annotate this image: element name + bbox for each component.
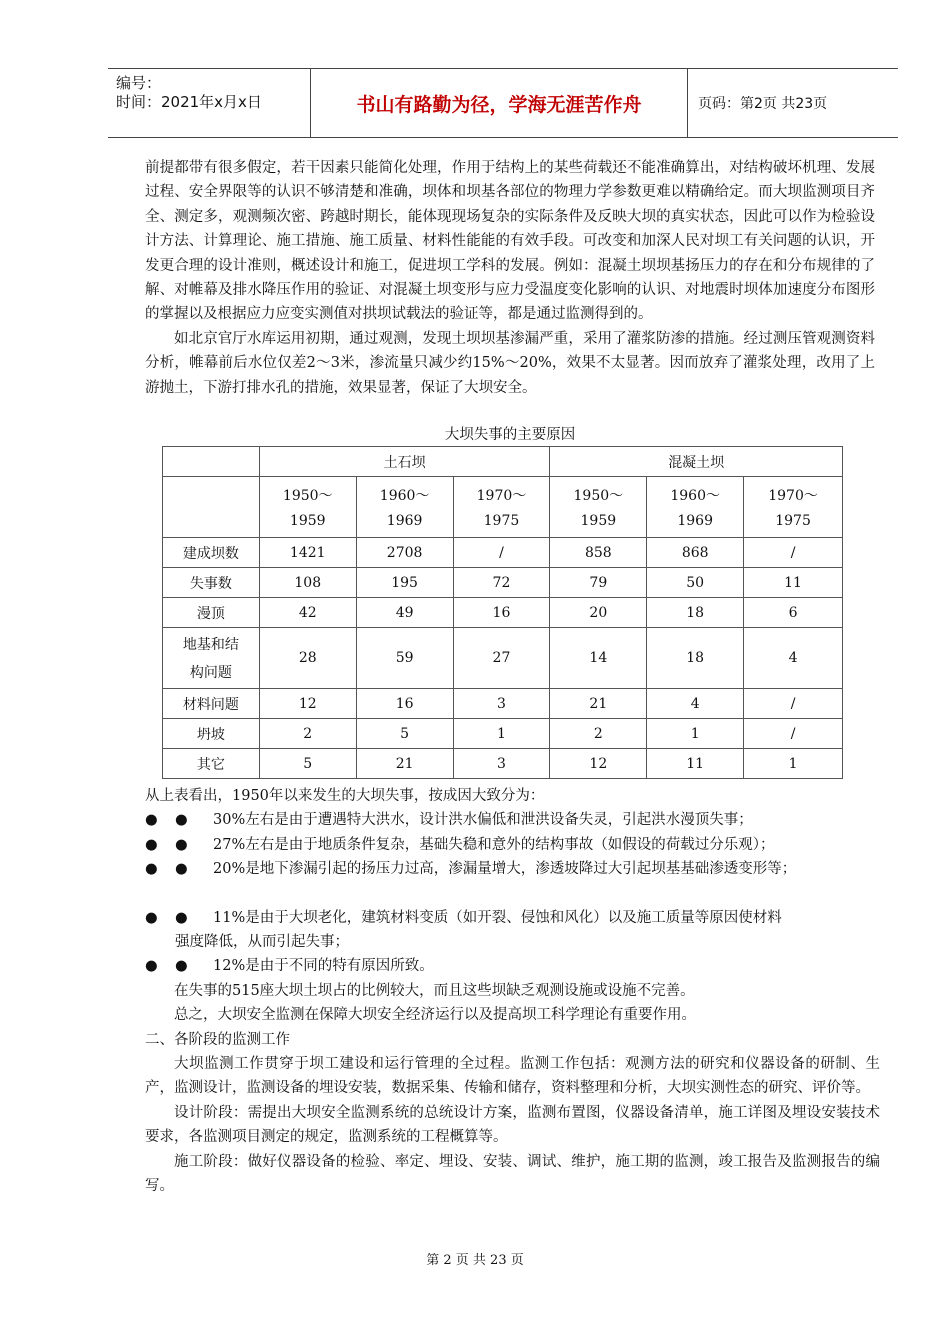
table-row xyxy=(163,598,843,628)
header-page-info: 页码：第2页 共23页 xyxy=(698,96,828,112)
row-label: 其它 xyxy=(163,749,260,779)
table-cell: 50 xyxy=(647,568,744,598)
table-cell: 868 xyxy=(647,538,744,568)
table-cell: 108 xyxy=(259,568,356,598)
section-heading: 二、各阶段的监测工作 xyxy=(145,1031,290,1048)
table-cell: 3 xyxy=(453,749,550,779)
period-header: 1970～ 1975 xyxy=(453,477,550,538)
bullet-dot: ● xyxy=(175,812,188,829)
paragraph: 如北京官厅水库运用初期，通过观测，发现土坝坝基渗漏严重，采用了灌浆防渗的措施。经过测压管观测资料分析，帷幕前后水位仅差2～3米，渗流量只减少约15%～20%，效果不太显著。因而放弃了灌浆处理，改用了上游抛土，下游打排水孔的措施，效果显著，保证了大坝安全。 xyxy=(145,330,875,396)
group-header-concrete: 混凝土坝 xyxy=(550,447,843,477)
table-cell: 72 xyxy=(453,568,550,598)
table-cell: 858 xyxy=(550,538,647,568)
table-cell: 3 xyxy=(453,689,550,719)
period-header: 1960～ 1969 xyxy=(356,477,453,538)
table-cell: / xyxy=(744,689,843,719)
table-cell: 11 xyxy=(744,568,843,598)
table-cell: 2 xyxy=(550,719,647,749)
paragraph: 前提都带有很多假定，若干因素只能简化处理，作用于结构上的某些荷载还不能准确算出，对结构破坏机理、发展过程、安全界限等的认识不够清楚和准确，坝体和坝基各部位的物理力学参数更难以精确给定。而大坝监测项目齐全、测定多，观测频次密、跨越时期长，能体现现场复杂的实际条件及反映大坝的真实状态，因此可以作为检验设计方法、计算理论、施工措施、施工质量、材料性能能的有效手段。可改变和加深人民对坝工有关问题的认识，开发更合理的设计准则，概述设计和施工，促进坝工学科的发展。例如：混凝土坝坝基扬压力的存在和分布规律的了解、对帷幕及排水降压作用的验证、对混凝土坝变形与应力受温度变化影响的认识、对地震时坝体加速度分布图形的掌握以及根据应力应变实测值对拱坝试载法的验证等，都是通过监测得到的。 xyxy=(145,160,875,323)
bullet-dot: ● xyxy=(175,836,188,853)
body-text-top xyxy=(145,156,875,400)
period-header: 1950～ 1959 xyxy=(259,477,356,538)
blank-line xyxy=(145,882,880,906)
table-cell: / xyxy=(744,538,843,568)
table-cell: / xyxy=(744,719,843,749)
table-cell: 20 xyxy=(550,598,647,628)
group-header-earth-rock: 土石坝 xyxy=(259,447,550,477)
table-cell: 4 xyxy=(647,689,744,719)
table-row xyxy=(163,749,843,779)
table-cell: 21 xyxy=(550,689,647,719)
table-cell: 27 xyxy=(453,628,550,689)
period-header: 1970～ 1975 xyxy=(744,477,843,538)
page-footer: 第 2 页 共 23 页 xyxy=(426,1253,524,1268)
paragraph: 施工阶段：做好仪器设备的检验、率定、埋设、安装、调试、维护，施工期的监测，竣工报告及监测报告的编写。 xyxy=(145,1153,880,1195)
table-cell: 2 xyxy=(259,719,356,749)
table-cell: 1 xyxy=(453,719,550,749)
bullet-dot: ● xyxy=(175,909,188,926)
table-caption: 大坝失事的主要原因 xyxy=(444,427,576,443)
table-cell: 6 xyxy=(744,598,843,628)
table-cell: 4 xyxy=(744,628,843,689)
paragraph: 大坝监测工作贯穿于坝工建设和运行管理的全过程。监测工作包括：观测方法的研究和仪器设备的研制、生产，监测设计，监测设备的埋设安装，数据采集、传输和储存，资料整理和分析，大坝实测性态的研究、评价等。 xyxy=(145,1056,880,1097)
table-cell: 42 xyxy=(259,598,356,628)
row-label: 地基和结 构问题 xyxy=(163,628,260,689)
bullet-item: ● ● 11%是由于大坝老化，建筑材料变质（如开裂、侵蚀和风化）以及施工质量等原因使材料 xyxy=(145,906,880,930)
bullet-dot: ● xyxy=(145,812,158,829)
bullet-dot: ● xyxy=(145,909,158,926)
bullet-item: ● ● 12%是由于不同的特有原因所致。 xyxy=(145,954,880,978)
table-cell: 5 xyxy=(259,749,356,779)
table-row xyxy=(163,568,843,598)
table-row xyxy=(163,628,843,689)
dam-failure-table xyxy=(162,446,843,779)
table-empty-cell xyxy=(163,477,260,538)
table-cell: 14 xyxy=(550,628,647,689)
bullet-dot: ● xyxy=(145,861,158,878)
bullet-dot: ● xyxy=(145,958,158,975)
table-corner-cell xyxy=(163,447,260,477)
page-header xyxy=(108,68,898,138)
bullet-dot: ● xyxy=(145,836,158,853)
table-summary: 从上表看出，1950年以来发生的大坝失事，按成因大致分为： xyxy=(145,788,545,804)
bullet-continuation: 强度降低，从而引起失事； xyxy=(175,934,349,951)
table-cell: 5 xyxy=(356,719,453,749)
table-cell: 18 xyxy=(647,598,744,628)
period-header: 1960～ 1969 xyxy=(647,477,744,538)
table-cell: 16 xyxy=(356,689,453,719)
row-label: 建成坝数 xyxy=(163,538,260,568)
table-cell: 49 xyxy=(356,598,453,628)
row-label: 坍坡 xyxy=(163,719,260,749)
table-cell: 21 xyxy=(356,749,453,779)
table-cell: 18 xyxy=(647,628,744,689)
table-cell: 11 xyxy=(647,749,744,779)
table-cell: 59 xyxy=(356,628,453,689)
table-cell: 28 xyxy=(259,628,356,689)
table-cell: 1 xyxy=(647,719,744,749)
table-cell: 1421 xyxy=(259,538,356,568)
table-cell: 195 xyxy=(356,568,453,598)
table-cell: 12 xyxy=(259,689,356,719)
paragraph: 在失事的515座大坝土坝占的比例较大，而且这些坝缺乏观测设施或设施不完善。 xyxy=(174,982,695,999)
doc-time: 时间：2021年x月x日 xyxy=(116,93,262,111)
table-row xyxy=(163,719,843,749)
header-meta xyxy=(108,69,311,137)
bullet-item: ● ● 27%左右是由于地质条件复杂，基础失稳和意外的结构事故（如假设的荷载过分乐观）； xyxy=(145,833,880,857)
table-row xyxy=(163,538,843,568)
table-cell: 2708 xyxy=(356,538,453,568)
period-header: 1950～ 1959 xyxy=(550,477,647,538)
doc-number: 编号： xyxy=(116,74,162,92)
bullet-item: ● ● 20%是地下渗漏引起的扬压力过高，渗漏量增大，渗透坡降过大引起坝基基础渗透变形等； xyxy=(145,857,880,881)
header-motto: 书山有路勤为径，学海无涯苦作舟 xyxy=(311,69,688,137)
bullet-item: ● ● 30%左右是由于遭遇特大洪水，设计洪水偏低和泄洪设备失灵，引起洪水漫顶失事； xyxy=(145,808,880,832)
table-row xyxy=(163,689,843,719)
table-cell: 1 xyxy=(744,749,843,779)
bullet-dot: ● xyxy=(175,861,188,878)
table-header-row xyxy=(163,447,843,477)
table-cell: 79 xyxy=(550,568,647,598)
table-cell: / xyxy=(453,538,550,568)
row-label: 失事数 xyxy=(163,568,260,598)
row-label: 漫顶 xyxy=(163,598,260,628)
bullet-dot: ● xyxy=(175,958,188,975)
table-period-row xyxy=(163,477,843,538)
table-cell: 16 xyxy=(453,598,550,628)
row-label: 材料问题 xyxy=(163,689,260,719)
body-text-bottom xyxy=(145,784,880,1199)
table-cell: 12 xyxy=(550,749,647,779)
paragraph: 设计阶段：需提出大坝安全监测系统的总统设计方案，监测布置图，仪器设备清单，施工详图及埋设安装技术要求，各监测项目测定的规定，监测系统的工程概算等。 xyxy=(145,1104,880,1146)
paragraph: 总之，大坝安全监测在保障大坝安全经济运行以及提高坝工科学理论有重要作用。 xyxy=(174,1007,696,1024)
